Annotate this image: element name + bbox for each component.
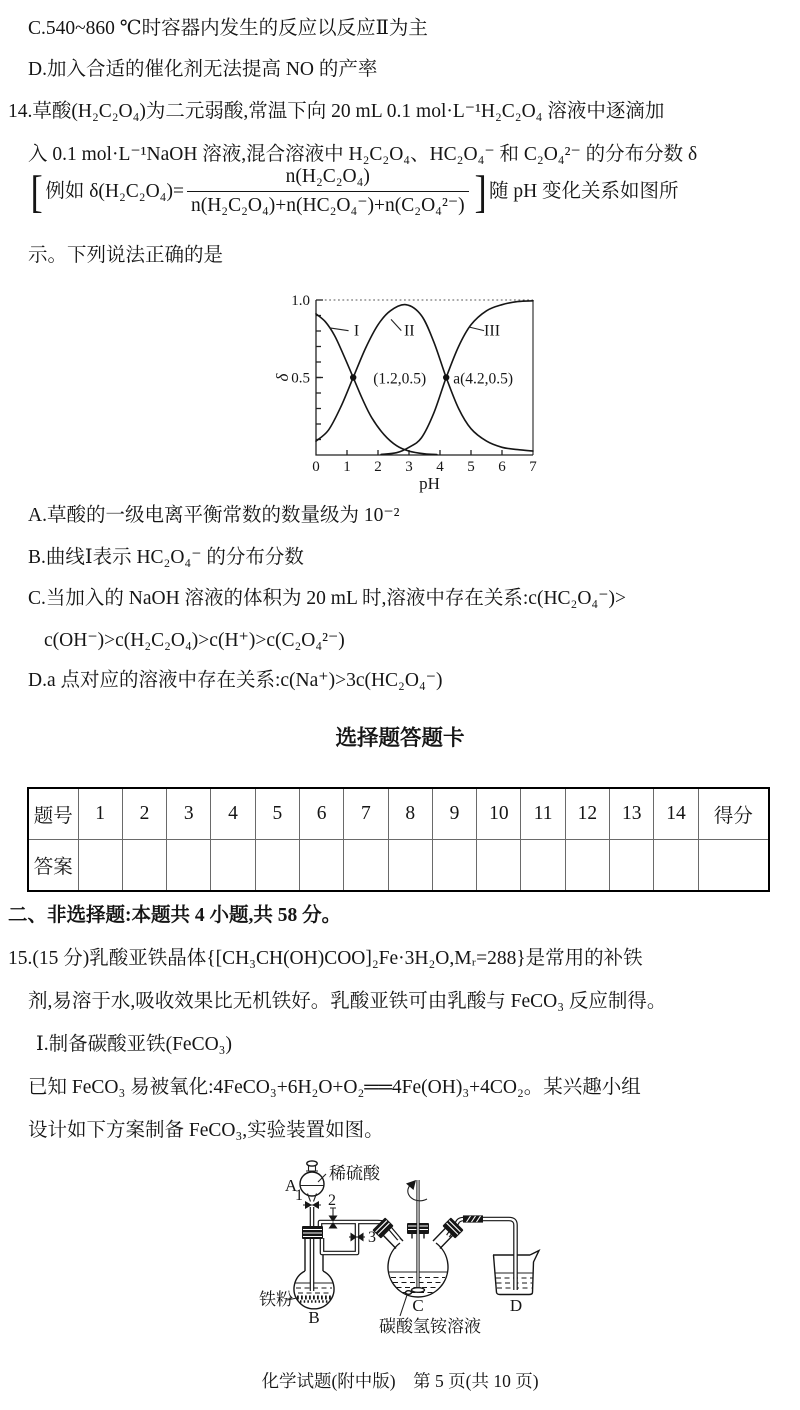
card-answer-cell (432, 840, 476, 892)
q14-stem-line4: 示。下列说法正确的是 (28, 245, 224, 266)
q14-option-a: A.草酸的一级电离平衡常数的数量级为 10⁻² (28, 505, 400, 526)
card-header-cell: 4 (211, 788, 255, 840)
x-tick-label: 6 (498, 459, 506, 475)
card-answer-cell (477, 840, 521, 892)
card-answer-row-label: 答案 (28, 840, 78, 892)
x-axis-label: pH (419, 474, 440, 493)
formula-suffix: 随 pH 变化关系如图所 (488, 180, 679, 202)
card-header-cell: 5 (255, 788, 299, 840)
curve-label: III (484, 322, 501, 340)
card-answer-cell (698, 840, 769, 892)
valve-3-label: 3 (368, 1229, 376, 1246)
x-tick-label: 0 (312, 459, 320, 475)
fraction-denominator: n(H₂C₂O₄)+n(HC₂O₄⁻)+n(C₂O₄²⁻) (187, 191, 469, 219)
page-footer: 化学试题(附中版) 第 5 页(共 10 页) (261, 1371, 539, 1391)
curve-label: II (403, 322, 415, 340)
marked-point (443, 374, 449, 380)
flask-b-label: B (308, 1308, 320, 1327)
q15-part1-heading: Ⅰ.制备碳酸亚铁(FeCO₃) (36, 1034, 232, 1055)
flask-c-label: C (412, 1296, 424, 1315)
flask-a-label: A (284, 1176, 298, 1195)
q14-option-b: B.曲线Ⅰ表示 HC₂O₄⁻ 的分布分数 (28, 547, 304, 568)
card-header-cell: 题号 (28, 788, 78, 840)
rubber-tubing-connector (463, 1215, 483, 1222)
card-header-cell: 得分 (698, 788, 769, 840)
q14-option-c-line2: c(OH⁻)>c(H₂C₂O₄)>c(H⁺)>c(C₂O₄²⁻) (44, 630, 345, 651)
solution-leader-line (400, 1295, 407, 1316)
card-answer-cell (388, 840, 432, 892)
card-header-cell: 14 (654, 788, 698, 840)
card-header-cell: 10 (477, 788, 521, 840)
fraction-numerator: n(H₂C₂O₄) (285, 166, 370, 187)
q14-stem-line2: 入 0.1 mol·L⁻¹NaOH 溶液,混合溶液中 H₂C₂O₄、HC₂O₄⁻ 和 C₂O₄²⁻ 的分布分数 δ (28, 144, 698, 165)
curve-label-leader (330, 328, 349, 331)
point-annotation: (1.2,0.5) (373, 370, 427, 388)
card-header-cell: 13 (610, 788, 654, 840)
formula-prefix: 例如 δ(H₂C₂O₄)= (45, 180, 184, 202)
q15-stem-line5: 设计如下方案制备 FeCO₃,实验装置如图。 (28, 1120, 384, 1141)
curve-label: I (353, 322, 360, 340)
valve-2 (329, 1208, 338, 1229)
q14-stem-line1: 14.草酸(H₂C₂O₄)为二元弱酸,常温下向 20 mL 0.1 mol·L⁻¹H₂C₂O₄ 溶液中逐滴加 (8, 101, 665, 122)
x-tick-label: 1 (343, 459, 351, 475)
valve-1-label: 1 (295, 1187, 303, 1204)
card-answer-cell (122, 840, 166, 892)
card-header-cell: 8 (388, 788, 432, 840)
section2-heading: 二、非选择题:本题共 4 小题,共 58 分。 (8, 905, 342, 926)
card-header-cell: 2 (122, 788, 166, 840)
card-answer-cell (78, 840, 122, 892)
marked-point (350, 374, 356, 380)
card-header-cell: 12 (565, 788, 609, 840)
left-bracket: [ (30, 166, 43, 218)
y-axis-label: δ (273, 373, 292, 382)
q15-stem-line2: 剂,易溶于水,吸收效果比无机铁好。乳酸亚铁可由乳酸与 FeCO₃ 反应制得。 (28, 991, 667, 1012)
fraction (187, 164, 469, 220)
curve-label-leader (391, 319, 401, 330)
card-answer-cell (299, 840, 343, 892)
flask-b-stopper (302, 1226, 323, 1239)
y-tick-label: 1.0 (291, 293, 310, 309)
x-tick-label: 5 (467, 459, 475, 475)
card-answer-cell (521, 840, 565, 892)
card-header-cell: 3 (167, 788, 211, 840)
card-answer-cell (255, 840, 299, 892)
acid-label: 稀硫酸 (329, 1164, 380, 1183)
funnel-stopper-knob (307, 1161, 317, 1166)
apparatus-diagram (230, 1140, 575, 1355)
q13-option-c: C.540~860 ℃时容器内发生的反应以反应Ⅱ为主 (28, 18, 428, 39)
distribution-vs-ph-chart (262, 288, 562, 498)
card-answer-cell (211, 840, 255, 892)
card-header-cell: 6 (299, 788, 343, 840)
q14-definition-formula (28, 164, 679, 220)
card-answer-cell (654, 840, 698, 892)
card-answer-cell (610, 840, 654, 892)
point-annotation: a(4.2,0.5) (453, 370, 514, 388)
card-answer-cell (167, 840, 211, 892)
q13-option-d: D.加入合适的催化剂无法提高 NO 的产率 (28, 59, 378, 80)
card-header-cell: 11 (521, 788, 565, 840)
card-header-cell: 1 (78, 788, 122, 840)
y-tick-label: 0.5 (291, 370, 310, 387)
iron-powder-label: 铁粉 (259, 1290, 293, 1309)
answer-card-title: 选择题答题卡 (335, 726, 465, 750)
card-header-cell: 7 (344, 788, 388, 840)
dropping-funnel-bulb (300, 1172, 324, 1196)
curve-label-leader (469, 327, 484, 331)
x-tick-label: 3 (405, 459, 413, 475)
card-answer-cell (344, 840, 388, 892)
q15-stem-line1: 15.(15 分)乳酸亚铁晶体{[CH₃CH(OH)COO]₂Fe·3H₂O,Mᵣ=288}是常用的补铁 (8, 948, 643, 969)
card-answer-cell (565, 840, 609, 892)
solution-label: 碳酸氢铵溶液 (379, 1317, 481, 1336)
q14-option-c: C.当加入的 NaOH 溶液的体积为 20 mL 时,溶液中存在关系:c(HC₂O₄⁻)> (28, 588, 627, 609)
right-bracket: ] (474, 166, 487, 218)
beaker-d-label: D (509, 1296, 523, 1315)
q14-option-d: D.a 点对应的溶液中存在关系:c(Na⁺)>3c(HC₂O₄⁻) (28, 670, 443, 691)
q15-stem-line4: 已知 FeCO₃ 易被氧化:4FeCO₃+6H₂O+O₂══4Fe(OH)₃+4CO₂。某兴趣小组 (28, 1077, 641, 1098)
x-tick-label: 2 (374, 459, 382, 475)
answer-card-table (27, 787, 770, 892)
x-tick-label: 7 (529, 459, 537, 475)
x-tick-label: 4 (436, 459, 444, 475)
valve-2-label: 2 (328, 1192, 336, 1209)
card-header-cell: 9 (432, 788, 476, 840)
